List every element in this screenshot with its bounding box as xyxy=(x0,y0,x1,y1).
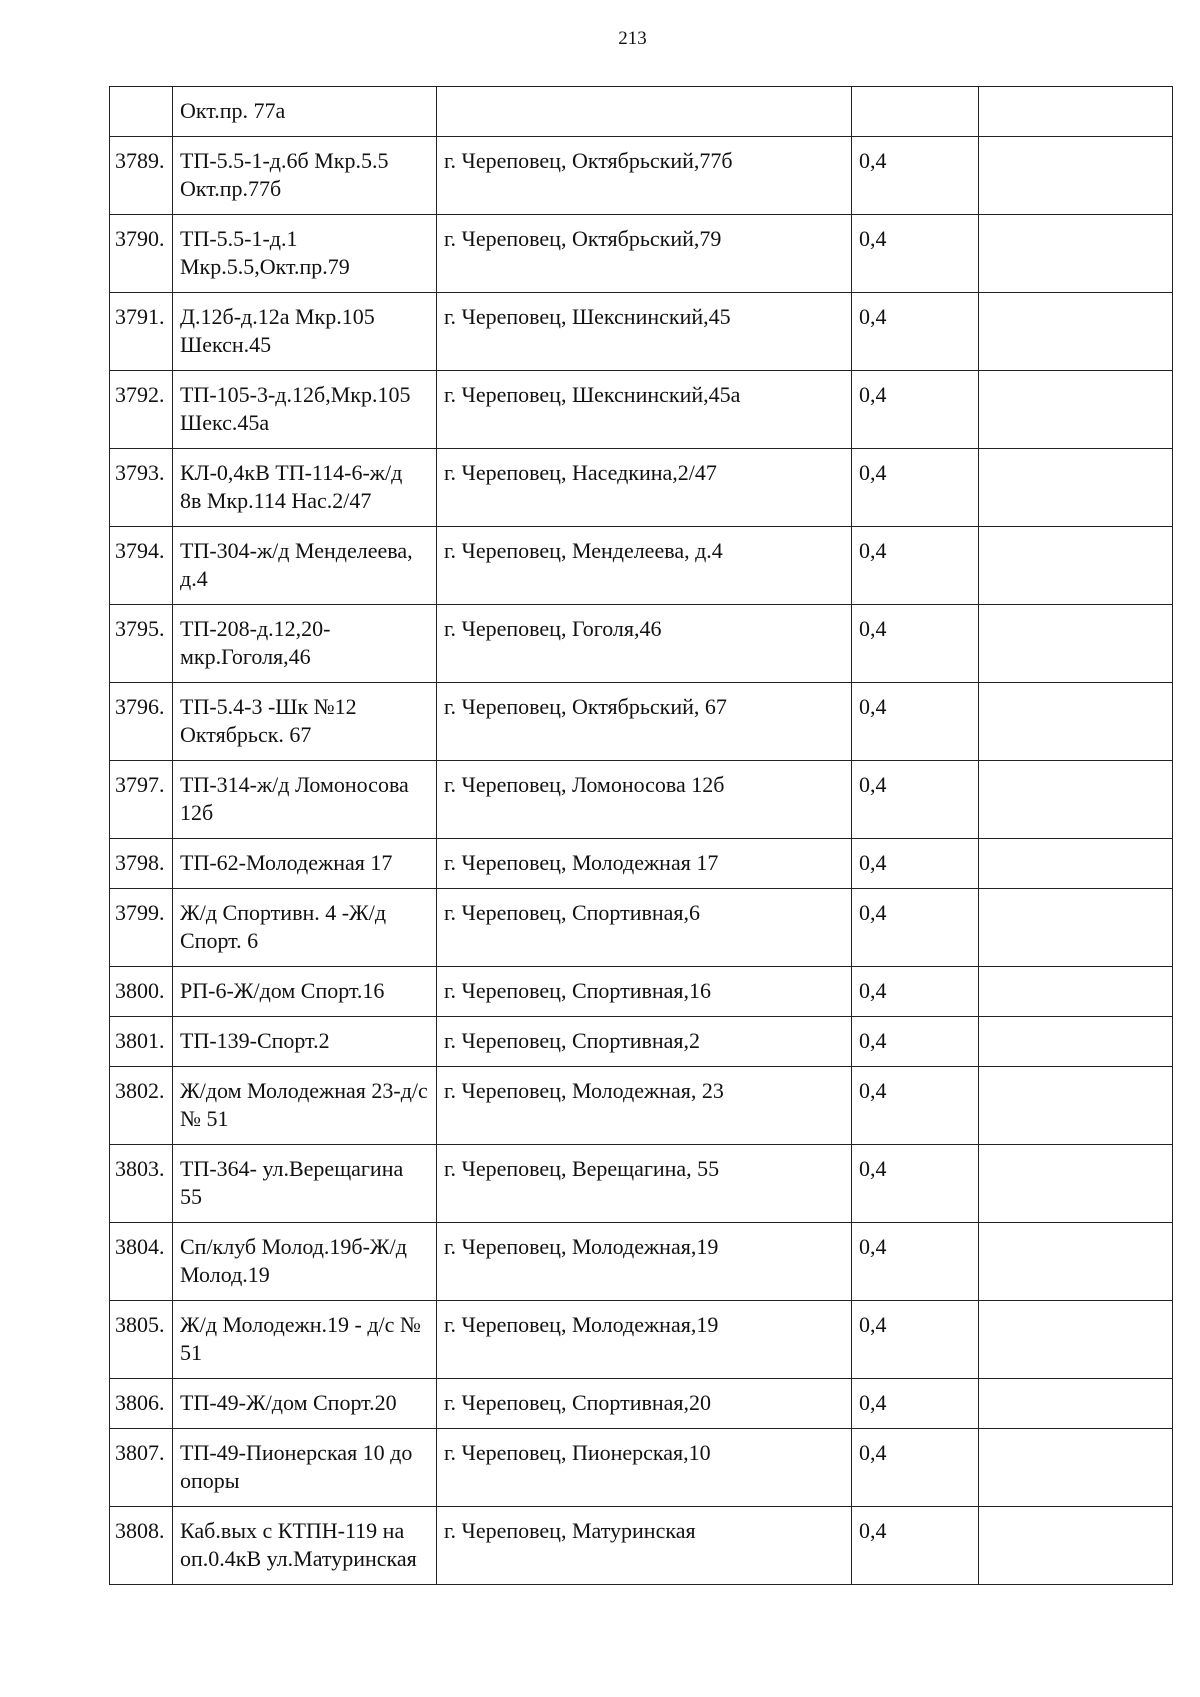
note-cell xyxy=(979,371,1173,449)
row-number-cell: 3802. xyxy=(110,1067,173,1145)
note-cell xyxy=(979,1507,1173,1585)
voltage-cell: 0,4 xyxy=(852,1429,979,1507)
table-row xyxy=(110,1017,1173,1067)
note-cell xyxy=(979,1017,1173,1067)
note-cell xyxy=(979,137,1173,215)
object-name-cell: ТП-49-Пионерская 10 до опоры xyxy=(173,1429,437,1507)
row-number-cell: 3790. xyxy=(110,215,173,293)
object-name-cell: Окт.пр. 77а xyxy=(173,87,437,137)
voltage-cell: 0,4 xyxy=(852,761,979,839)
row-number-cell: 3808. xyxy=(110,1507,173,1585)
table-row xyxy=(110,839,1173,889)
voltage-cell: 0,4 xyxy=(852,1301,979,1379)
table-row xyxy=(110,889,1173,967)
table-row xyxy=(110,449,1173,527)
address-cell: г. Череповец, Спортивная,6 xyxy=(437,889,852,967)
note-cell xyxy=(979,1145,1173,1223)
note-cell xyxy=(979,839,1173,889)
address-cell: г. Череповец, Молодежная 17 xyxy=(437,839,852,889)
table-row xyxy=(110,683,1173,761)
objects-table xyxy=(109,86,1173,1585)
voltage-cell: 0,4 xyxy=(852,371,979,449)
object-name-cell: ТП-208-д.12,20-мкр.Гоголя,46 xyxy=(173,605,437,683)
voltage-cell: 0,4 xyxy=(852,293,979,371)
row-number-cell: 3795. xyxy=(110,605,173,683)
address-cell: г. Череповец, Менделеева, д.4 xyxy=(437,527,852,605)
note-cell xyxy=(979,87,1173,137)
row-number-cell: 3794. xyxy=(110,527,173,605)
note-cell xyxy=(979,1067,1173,1145)
voltage-cell: 0,4 xyxy=(852,137,979,215)
table-row xyxy=(110,1507,1173,1585)
table-row xyxy=(110,137,1173,215)
row-number-cell: 3798. xyxy=(110,839,173,889)
voltage-cell: 0,4 xyxy=(852,215,979,293)
object-name-cell: ТП-5.5-1-д.6б Мкр.5.5 Окт.пр.77б xyxy=(173,137,437,215)
voltage-cell: 0,4 xyxy=(852,1017,979,1067)
row-number-cell: 3805. xyxy=(110,1301,173,1379)
note-cell xyxy=(979,527,1173,605)
row-number-cell: 3799. xyxy=(110,889,173,967)
voltage-cell: 0,4 xyxy=(852,1067,979,1145)
table-row xyxy=(110,1067,1173,1145)
voltage-cell: 0,4 xyxy=(852,889,979,967)
object-name-cell: Сп/клуб Молод.19б-Ж/д Молод.19 xyxy=(173,1223,437,1301)
object-name-cell: КЛ-0,4кВ ТП-114-6-ж/д 8в Мкр.114 Нас.2/47 xyxy=(173,449,437,527)
object-name-cell: Ж/дом Молодежная 23-д/с № 51 xyxy=(173,1067,437,1145)
object-name-cell: ТП-105-3-д.12б,Мкр.105 Шекс.45а xyxy=(173,371,437,449)
voltage-cell: 0,4 xyxy=(852,605,979,683)
address-cell: г. Череповец, Октябрьский,77б xyxy=(437,137,852,215)
object-name-cell: Ж/д Спортивн. 4 -Ж/д Спорт. 6 xyxy=(173,889,437,967)
address-cell: г. Череповец, Пионерская,10 xyxy=(437,1429,852,1507)
address-cell: г. Череповец, Шекснинский,45а xyxy=(437,371,852,449)
note-cell xyxy=(979,449,1173,527)
note-cell xyxy=(979,1223,1173,1301)
voltage-cell: 0,4 xyxy=(852,1223,979,1301)
address-cell: г. Череповец, Спортивная,16 xyxy=(437,967,852,1017)
address-cell: г. Череповец, Молодежная,19 xyxy=(437,1301,852,1379)
object-name-cell: Д.12б-д.12а Мкр.105 Шексн.45 xyxy=(173,293,437,371)
note-cell xyxy=(979,293,1173,371)
object-name-cell: ТП-139-Спорт.2 xyxy=(173,1017,437,1067)
row-number-cell: 3792. xyxy=(110,371,173,449)
address-cell: г. Череповец, Верещагина, 55 xyxy=(437,1145,852,1223)
object-name-cell: Каб.вых с КТПН-119 на оп.0.4кВ ул.Матуринская xyxy=(173,1507,437,1585)
row-number-cell: 3800. xyxy=(110,967,173,1017)
table-row xyxy=(110,1429,1173,1507)
note-cell xyxy=(979,605,1173,683)
table-row xyxy=(110,1379,1173,1429)
row-number-cell: 3793. xyxy=(110,449,173,527)
address-cell: г. Череповец, Молодежная, 23 xyxy=(437,1067,852,1145)
row-number-cell xyxy=(110,87,173,137)
address-cell: г. Череповец, Наседкина,2/47 xyxy=(437,449,852,527)
table-row xyxy=(110,371,1173,449)
note-cell xyxy=(979,761,1173,839)
row-number-cell: 3789. xyxy=(110,137,173,215)
row-number-cell: 3806. xyxy=(110,1379,173,1429)
note-cell xyxy=(979,683,1173,761)
note-cell xyxy=(979,1379,1173,1429)
row-number-cell: 3807. xyxy=(110,1429,173,1507)
address-cell: г. Череповец, Гоголя,46 xyxy=(437,605,852,683)
address-cell xyxy=(437,87,852,137)
object-name-cell: ТП-314-ж/д Ломоносова 12б xyxy=(173,761,437,839)
address-cell: г. Череповец, Спортивная,2 xyxy=(437,1017,852,1067)
table-row xyxy=(110,87,1173,137)
voltage-cell xyxy=(852,87,979,137)
row-number-cell: 3797. xyxy=(110,761,173,839)
note-cell xyxy=(979,889,1173,967)
table-row xyxy=(110,215,1173,293)
note-cell xyxy=(979,1301,1173,1379)
voltage-cell: 0,4 xyxy=(852,527,979,605)
voltage-cell: 0,4 xyxy=(852,1145,979,1223)
voltage-cell: 0,4 xyxy=(852,683,979,761)
object-name-cell: Ж/д Молодежн.19 - д/с № 51 xyxy=(173,1301,437,1379)
table-row xyxy=(110,293,1173,371)
voltage-cell: 0,4 xyxy=(852,1379,979,1429)
voltage-cell: 0,4 xyxy=(852,967,979,1017)
note-cell xyxy=(979,1429,1173,1507)
page-number: 213 xyxy=(618,28,647,49)
note-cell xyxy=(979,215,1173,293)
row-number-cell: 3801. xyxy=(110,1017,173,1067)
address-cell: г. Череповец, Спортивная,20 xyxy=(437,1379,852,1429)
table-row xyxy=(110,1301,1173,1379)
object-name-cell: ТП-62-Молодежная 17 xyxy=(173,839,437,889)
table-body xyxy=(110,87,1173,1585)
object-name-cell: ТП-49-Ж/дом Спорт.20 xyxy=(173,1379,437,1429)
row-number-cell: 3803. xyxy=(110,1145,173,1223)
row-number-cell: 3804. xyxy=(110,1223,173,1301)
address-cell: г. Череповец, Ломоносова 12б xyxy=(437,761,852,839)
table-row xyxy=(110,967,1173,1017)
address-cell: г. Череповец, Октябрьский, 67 xyxy=(437,683,852,761)
voltage-cell: 0,4 xyxy=(852,839,979,889)
address-cell: г. Череповец, Октябрьский,79 xyxy=(437,215,852,293)
object-name-cell: ТП-304-ж/д Менделеева, д.4 xyxy=(173,527,437,605)
object-name-cell: ТП-5.5-1-д.1 Мкр.5.5,Окт.пр.79 xyxy=(173,215,437,293)
note-cell xyxy=(979,967,1173,1017)
address-cell: г. Череповец, Матуринская xyxy=(437,1507,852,1585)
row-number-cell: 3796. xyxy=(110,683,173,761)
object-name-cell: ТП-364- ул.Верещагина 55 xyxy=(173,1145,437,1223)
row-number-cell: 3791. xyxy=(110,293,173,371)
table-row xyxy=(110,527,1173,605)
table-row xyxy=(110,761,1173,839)
voltage-cell: 0,4 xyxy=(852,1507,979,1585)
address-cell: г. Череповец, Шекснинский,45 xyxy=(437,293,852,371)
address-cell: г. Череповец, Молодежная,19 xyxy=(437,1223,852,1301)
object-name-cell: ТП-5.4-3 -Шк №12 Октябрьск. 67 xyxy=(173,683,437,761)
table-row xyxy=(110,1145,1173,1223)
table-row xyxy=(110,605,1173,683)
table-row xyxy=(110,1223,1173,1301)
voltage-cell: 0,4 xyxy=(852,449,979,527)
object-name-cell: РП-6-Ж/дом Спорт.16 xyxy=(173,967,437,1017)
